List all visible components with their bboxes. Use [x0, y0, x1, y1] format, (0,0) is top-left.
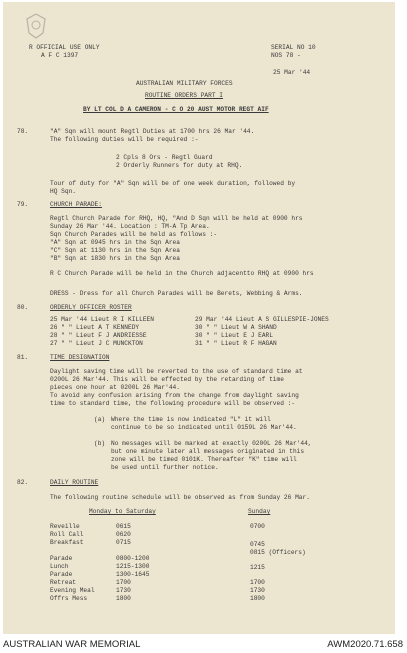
subitem-line: be used until further notice.	[111, 464, 219, 471]
roster-entry: 31 " " Lieut R F HAGAN	[195, 340, 277, 347]
schedule-sunday-time: 1700	[250, 579, 265, 586]
order-line: Sunday 26 Mar '44. Location : TM-A Tp Area.	[50, 223, 210, 230]
order-line: Sqn Church Parades will be held as follows :-	[50, 231, 218, 238]
schedule-sunday-time: 1730	[250, 587, 265, 594]
document-page	[3, 2, 395, 634]
crest-stamp-icon	[25, 13, 47, 39]
schedule-sunday-time: 0745	[250, 541, 265, 548]
roster-entry: 29 Mar '44 Lieut A S GILLESPIE-JONES	[195, 316, 329, 323]
section-heading: CHURCH PARADE:	[50, 201, 102, 208]
subitem-line: Where the time is now indicated "L" it will	[111, 416, 271, 423]
order-line: 0200L 26 Mar'44. This will be effected by the retarding of time	[50, 376, 284, 383]
subitem-line: but one minute later all messages originated in this	[111, 448, 305, 455]
order-line: "B" Sqn at 1830 hrs in the Sqn Area	[50, 255, 180, 262]
schedule-heading-sunday: Sunday	[248, 508, 271, 515]
schedule-time: 1215-1300	[116, 563, 150, 570]
byline: BY LT COL D A CAMERON - C O 20 AUST MOTOR REGT AIF	[83, 106, 269, 113]
section-heading: ORDERLY OFFICER ROSTER	[50, 304, 132, 311]
schedule-sunday-time: 1800	[250, 595, 265, 602]
order-line: The following duties will be required :-	[50, 136, 199, 143]
schedule-time: 0615	[116, 523, 131, 530]
schedule-heading-weekday: Monday to Saturday	[89, 508, 156, 515]
roster-entry: 30 " " Lieut W A SHAND	[195, 324, 277, 331]
order-line: To avoid any confusion arising from the change from daylight saving	[50, 392, 299, 399]
schedule-event: Retreat	[50, 579, 76, 586]
serial-number: SERIAL NO 10	[271, 44, 316, 51]
force-heading: AUSTRALIAN MILITARY FORCES	[136, 80, 233, 87]
order-number: 81.	[17, 354, 29, 361]
schedule-event: Roll Call	[50, 531, 84, 538]
schedule-time: 1700	[116, 579, 131, 586]
order-date: 25 Mar '44	[273, 69, 311, 76]
order-line: Regtl Church Parade for RHQ, HQ, "And D Sqn will be held at 0900 hrs	[50, 215, 303, 222]
subitem-label: (a)	[94, 416, 106, 423]
orders-title: ROUTINE ORDERS PART I	[145, 92, 223, 99]
schedule-time: 0800-1200	[116, 555, 150, 562]
schedule-time: 1300-1645	[116, 571, 150, 578]
order-line: Tour of duty for "A" Sqn will be of one week duration, followed by	[50, 180, 296, 187]
roster-entry: 30 " " Lieut E J EARL	[195, 332, 273, 339]
roster-entry: 28 " " Lieut F J ANDRIESSE	[50, 332, 147, 339]
order-number: 78.	[17, 128, 29, 135]
schedule-time: 0620	[116, 531, 131, 538]
archive-name: AUSTRALIAN WAR MEMORIAL	[3, 639, 141, 650]
order-line: HQ Sqn.	[50, 188, 76, 195]
section-heading: TIME DESIGNATION	[50, 354, 110, 361]
roster-entry: 25 Mar '44 Lieut R I KILLEEN	[50, 316, 154, 323]
schedule-event: Parade	[50, 555, 73, 562]
schedule-time: 0715	[116, 539, 131, 546]
official-use-label: R OFFICIAL USE ONLY	[29, 44, 100, 51]
order-line: Daylight saving time will be reverted to the use of standard time at	[50, 368, 303, 375]
order-line: 2 Orderly Runners for duty at RHQ.	[116, 162, 243, 169]
schedule-time: 1730	[116, 587, 131, 594]
schedule-event: Reveille	[50, 523, 80, 530]
schedule-time: 1800	[116, 595, 131, 602]
section-heading: DAILY ROUTINE	[50, 479, 99, 486]
order-line: time to standard time, the following procedure will be observed :-	[50, 400, 296, 407]
schedule-event: Parade	[50, 571, 73, 578]
roster-entry: 27 " " Lieut J C MUNCKTON	[50, 340, 143, 347]
subitem-label: (b)	[94, 440, 106, 447]
schedule-event: Offrs Mess	[50, 595, 88, 602]
order-line: "A" Sqn will mount Regtl Duties at 1700 hrs 26 Mar '44.	[50, 128, 255, 135]
archive-reference: AWM2020.71.658	[327, 639, 403, 650]
roster-entry: 26 " " Lieut A T KENNEDY	[50, 324, 140, 331]
order-line: 2 Cpls 8 Ors - Regtl Guard	[116, 154, 213, 161]
form-code: A F C 1397	[41, 52, 79, 59]
subitem-line: No messages will be marked at exactly 0200L 26 Mar'44,	[111, 440, 312, 447]
order-number: 80.	[17, 304, 29, 311]
subitem-line: continue to be so indicated until 0159L 26 Mar'44.	[111, 424, 297, 431]
archive-caption-bar	[0, 636, 407, 653]
order-line: DRESS - Dress for all Church Parades will be Berets, Webbing & Arms.	[50, 290, 303, 297]
schedule-event: Breakfast	[50, 539, 84, 546]
nos-range: NOS 78 -	[271, 52, 301, 59]
order-line: R C Church Parade will be held in the Church adjacentto RHQ at 0900 hrs	[50, 270, 314, 277]
order-line: The following routine schedule will be observed as from Sunday 26 Mar.	[50, 494, 310, 501]
order-number: 79.	[17, 201, 29, 208]
order-line: "C" Sqn at 1130 hrs in the Sqn Area	[50, 247, 180, 254]
order-line: "A" Sqn at 0945 hrs in the Sqn Area	[50, 239, 180, 246]
order-number: 82.	[17, 479, 29, 486]
schedule-sunday-time: 0815 (Officers)	[250, 549, 306, 556]
schedule-event: Lunch	[50, 563, 69, 570]
order-line: pieces one hour at 0200L 26 Mar'44.	[50, 384, 180, 391]
schedule-sunday-time: 1215	[250, 564, 265, 571]
schedule-sunday-time: 0700	[250, 523, 265, 530]
schedule-event: Evening Meal	[50, 587, 95, 594]
subitem-line: zone will be timed 0101K. Thereafter "K" time will	[111, 456, 297, 463]
